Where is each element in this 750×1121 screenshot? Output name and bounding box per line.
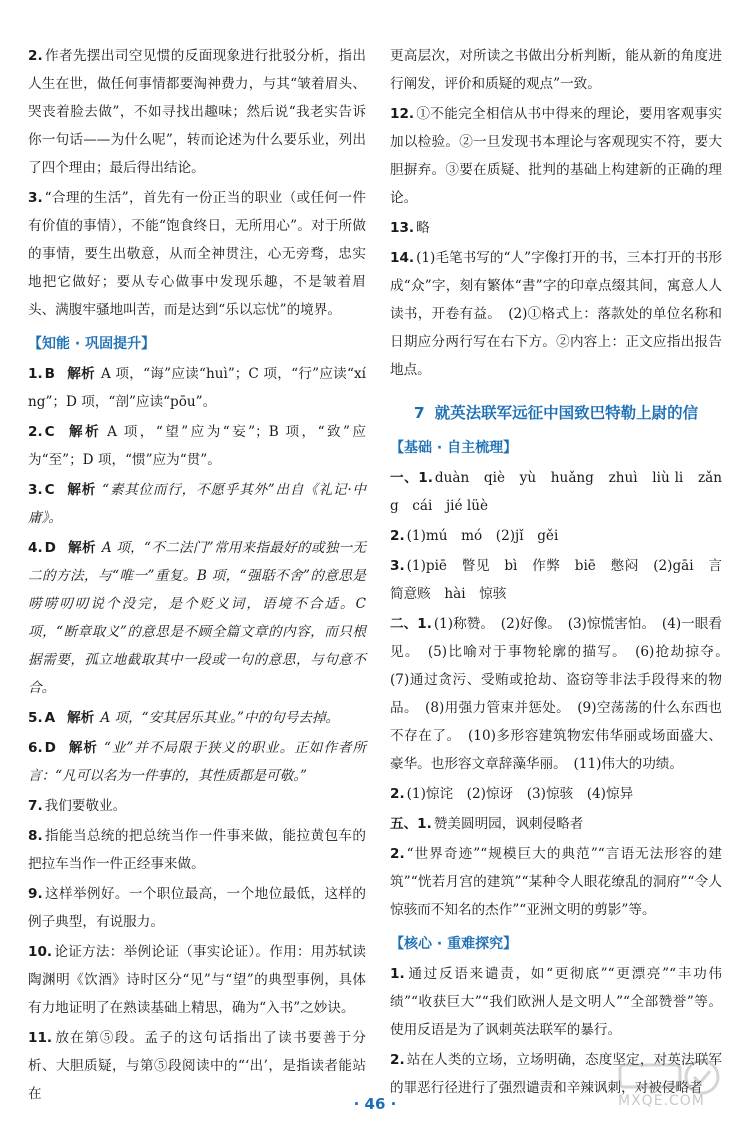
answer-choice: D — [44, 740, 56, 756]
item-text: 指能当总统的把总统当作一件事来做，能拉黄包车的把拉车当作一件正经事来做。 — [28, 828, 366, 872]
item-text: A 项，“望”应为“妄”；B 项，“致”应为“至”；D 项，“惯”应为“贯”。 — [28, 424, 367, 468]
item-text: “合理的生活”，首先有一份正当的职业（或任何一件有价值的事情），不能“饱食终日，无所用心”。对于所做的事情，要生出敬意，从而全神贯注，心无旁骛，忠实地把它做好；要从专心做事中发现乐趣，不是皱着眉头、满腹牢骚地叫苦，而是达到“乐以忘忧”的境界。 — [28, 190, 366, 318]
item-text: 略 — [416, 220, 430, 236]
answer-item — [28, 360, 366, 416]
chapter-heading — [390, 398, 722, 428]
item-number: 8. — [28, 828, 43, 844]
section-heading-hexin: 【核心 · 重难探究】 — [390, 936, 518, 952]
item-text: 作者先摆出司空见惯的反面现象进行批驳分析，指出人生在世，做任何事情都要淘神费力，与其“皱着眉头、哭丧着脸去做”，不如寻找出趣味；然后说“我老实告诉你一句话——为什么呢”，转而论述为什么要乐业，列出了四个理由；最后得出结论。 — [28, 48, 366, 176]
item-text: (1)称赞。 (2)好像。 (3)惊慌害怕。 (4)一眼看见。 (5)比喻对于事物轮廓的描写。 (6)抢劫掠夺。 (7)通过贪污、受贿或抢劫、盗窃等非法手段得来的物品。 (8)用强力管束并惩处。 (9)空荡荡的什么东西也不存在了。 (10)多形容建筑物宏伟华丽或场面盛大、豪华。也形容文章辞藻华丽。 (11)伟大的功绩。 — [390, 616, 736, 772]
item-number: 5. — [28, 710, 43, 726]
watermark-icon — [610, 1057, 728, 1097]
item-number: 11. — [28, 1030, 53, 1046]
analysis-label: 解析 — [67, 366, 95, 382]
item-number: 7. — [28, 798, 43, 814]
item-number: 2. — [28, 48, 43, 64]
answer-item — [390, 610, 736, 778]
item-number: 3. — [390, 558, 405, 574]
item-text: (1)毛笔书写的“人”字像打开的书，三本打开的书形成“众”字，刻有繁体“書”字的印章点缀其间，寓意人人读书，开卷有益。 (2)①格式上：落款处的单位名称和日期应分两行写在右下方。②内容上：正文应指出报告地点。 — [390, 250, 722, 378]
answer-item — [28, 880, 366, 936]
answer-item — [390, 214, 722, 242]
item-text: A 项，“安其居乐其业。”中的句号去掉。 — [100, 710, 340, 726]
watermark-logo — [610, 1057, 728, 1111]
chapter-number: 7 — [413, 404, 425, 422]
item-text: “素其位而行，不愿乎其外”出自《礼记·中庸》。 — [28, 482, 367, 526]
item-text: 更高层次，对所读之书做出分析判断，能从新的角度进行阐发，评价和质疑的观点”一致。 — [390, 48, 722, 92]
left-column — [28, 42, 366, 1110]
answer-item — [390, 810, 722, 838]
answer-choice: B — [44, 366, 55, 382]
answer-item — [390, 464, 722, 520]
answer-item — [390, 960, 722, 1044]
item-text: “业”并不局限于狭义的职业。正如作者所言：“凡可以名为一件事的，其性质都是可敬。” — [28, 740, 366, 784]
item-text: “世界奇迹”“规模巨大的典范”“言语无法形容的建筑”“恍若月宫的建筑”“某种令人眼花缭乱的洞府”“令人惊骇而不知名的杰作”“亚洲文明的剪影”等。 — [390, 846, 722, 918]
item-number: 2. — [390, 528, 405, 544]
answer-item — [390, 840, 722, 924]
answer-choice: C — [44, 482, 55, 498]
answer-choice: A — [44, 710, 56, 726]
item-number: 9. — [28, 886, 43, 902]
item-text: 论证方法：举例论证（事实论证）。作用：用苏轼读陶渊明《饮酒》诗时区分“见”与“望”的典型事例，具体有力地证明了在熟读基础上精思，确为“入书”之妙诀。 — [28, 944, 366, 1016]
section-heading-zhineng: 【知能 · 巩固提升】 — [28, 336, 156, 352]
answer-item — [28, 534, 366, 702]
analysis-label: 解析 — [67, 740, 98, 756]
answer-item — [390, 522, 722, 550]
item-number: 二、1. — [390, 616, 432, 632]
answer-item — [28, 704, 366, 732]
answer-choice: D — [44, 540, 56, 556]
answer-item — [28, 822, 366, 878]
item-number: 13. — [390, 220, 415, 236]
chapter-title: 就英法联军远征中国致巴特勒上尉的信 — [434, 404, 699, 422]
item-number: 2. — [390, 846, 405, 862]
item-text: 赞美圆明园，讽刺侵略者 — [433, 816, 584, 832]
answer-item — [28, 734, 366, 790]
item-number: 12. — [390, 106, 415, 122]
item-text: 放在第⑤段。孟子的这句话指出了读书要善于分析、大胆质疑，与第⑤段阅读中的“‘出’，是指读者能站在 — [28, 1030, 366, 1102]
item-text: duàn qiè yù huǎng zhuì liù li zǎng cái jié lüè — [390, 470, 722, 514]
item-number: 4. — [28, 540, 43, 556]
answer-item — [28, 938, 366, 1022]
analysis-label: 解析 — [67, 710, 95, 726]
item-text: 我们要敬业。 — [44, 798, 127, 814]
item-text: 这样举例好。一个职位最高，一个地位最低，这样的例子典型，有说服力。 — [28, 886, 366, 930]
item-number: 14. — [390, 250, 415, 266]
answer-item — [390, 244, 722, 384]
item-number: 2. — [28, 424, 43, 440]
item-number: 2. — [390, 786, 405, 802]
analysis-label: 解析 — [66, 424, 102, 440]
item-number: 6. — [28, 740, 43, 756]
answer-item — [28, 42, 366, 182]
analysis-label: 解析 — [67, 540, 96, 556]
item-number: 10. — [28, 944, 53, 960]
answer-choice: C — [44, 424, 55, 440]
item-text: A 项，“诲”应读“huì”；C 项，“行”应读“xíng”；D 项，“剖”应读“pōu”。 — [28, 366, 366, 410]
item-text: A 项，“不二法门”常用来指最好的或独一无二的方法，与“唯一”重复。B 项，“强聒不舍”的意思是唠唠叨叨说个没完，是个贬义词，语境不合适。C 项，“断章取义”的意思是不顾全篇文章的内容，而只根据需要，孤立地截取其中一段或一句的意思，与句意不合。 — [28, 540, 367, 696]
watermark-text: MXQE.COM — [618, 1093, 705, 1109]
section-heading-jichu: 【基础 · 自主梳理】 — [390, 440, 518, 456]
item-number: 1. — [28, 366, 43, 382]
item-number: 1. — [390, 966, 405, 982]
answer-item — [28, 184, 366, 324]
item-number: 3. — [28, 482, 43, 498]
item-number: 2. — [390, 1052, 405, 1068]
answer-item — [390, 100, 722, 212]
item-number: 五、1. — [390, 816, 432, 832]
item-number: 3. — [28, 190, 43, 206]
item-text: 站在人类的立场，立场明确，态度坚定，对英法联军的罪恶行径进行了强烈谴责和辛辣讽刺，对被侵略者 — [390, 1052, 722, 1096]
item-text: (1)piē 瞥见 bì 作弊 biē 憋闷 (2)gāi 言简意赅 hài 惊骇 — [390, 558, 722, 602]
item-text: (1)mú mó (2)jǐ gěi — [406, 528, 559, 544]
item-text: (1)惊诧 (2)惊讶 (3)惊骇 (4)惊异 — [406, 786, 634, 802]
analysis-label: 解析 — [66, 482, 97, 498]
answer-item — [28, 476, 366, 532]
answer-item — [28, 792, 366, 820]
answer-item — [28, 418, 366, 474]
item-text: 通过反语来谴责，如“更彻底”“更漂亮”“丰功伟绩”“收获巨大”“我们欧洲人是文明人”“全部赞誉”等。使用反语是为了讽刺英法联军的暴行。 — [390, 966, 722, 1038]
item-text: ①不能完全相信从书中得来的理论，要用客观事实加以检验。②一旦发现书本理论与客观现实不符，要大胆摒弃。③要在质疑、批判的基础上构建新的正确的理论。 — [390, 106, 722, 206]
answer-item — [390, 42, 722, 98]
item-number: 一、1. — [390, 470, 433, 486]
page-number: · 46 · — [353, 1095, 397, 1113]
answer-item — [390, 780, 722, 808]
answer-item — [390, 552, 722, 608]
right-column — [390, 42, 736, 1104]
